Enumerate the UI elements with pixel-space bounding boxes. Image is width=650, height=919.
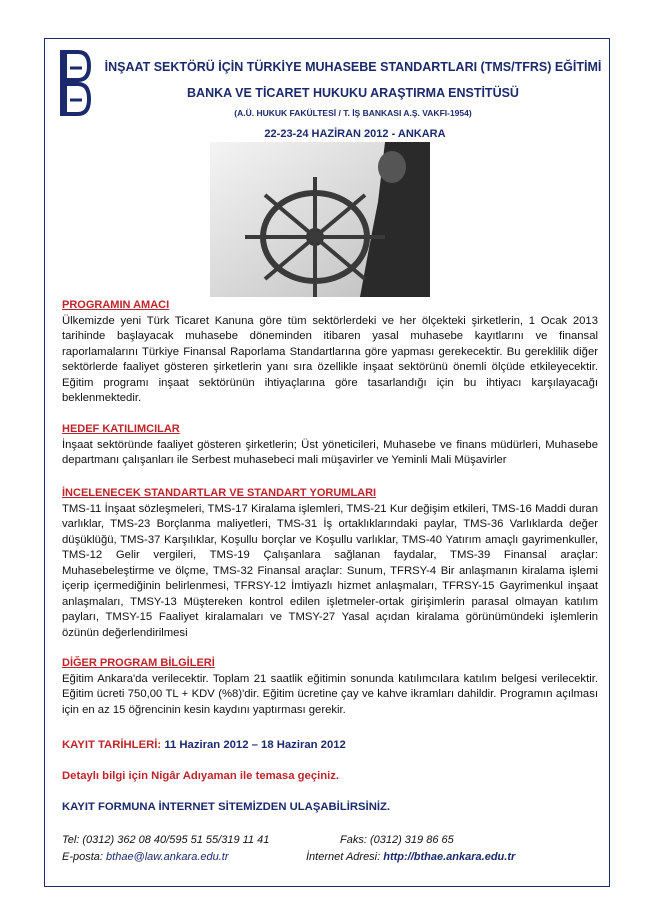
registration-form-note: KAYIT FORMUNA İNTERNET SİTEMİZDEN ULAŞABİLİRSİNİZ. [62,801,391,813]
section-heading: PROGRAMIN AMACI [62,299,170,311]
registration-dates [62,738,598,754]
section-amac [62,298,598,407]
fax-number: Faks: (0312) 319 86 65 [340,834,454,846]
section-standartlar [62,486,598,641]
contact-person-note: Detaylı bilgi için Nigâr Adıyaman ile temasa geçiniz. [62,770,340,782]
email-link[interactable]: bthae@law.ankara.edu.tr [106,851,229,863]
website-line [306,851,515,863]
section-heading: İNCELENECEK STANDARTLAR VE STANDART YORUMLARI [62,487,377,499]
email-label: E-posta: [62,851,103,863]
institute-affiliation: (A.Ü. HUKUK FAKÜLTESİ / T. İŞ BANKASI A.Ş. VAKFI-1954) [234,108,472,118]
section-text: Eğitim Ankara'da verilecektir. Toplam 21 saatlik eğitimin sonunda katılımcılara katılım belgesi verilecektir. Eğitim ücreti 750,00 TL + KDV (%8)'dir. Eğitim ücretine çay ve kahve ikramları dahildir. Programın açılması için en az 15 öğrencinin kesin kaydını yaptırması gerekir. [62,672,598,716]
event-date: 22-23-24 HAZİRAN 2012 - ANKARA [264,128,446,140]
section-text: TMS-11 İnşaat sözleşmeleri, TMS-17 Kiralama işlemleri, TMS-21 Kur değişim etkileri, TMS-16 Maddi duran varlıklar, TMS-23 Borçlanma maliyetleri, TMS-31 İş ortaklıklarındaki paylar, TMS-36 Varlıklarda değer düşüklüğü, TMS-37 Karşılıklar, Koşullu borçlar ve Koşullu varlıklar, TMS-40 Yatırım amaçlı gayrimenkuller, TMS-12 Gelir vergileri, TMS-19 Çalışanlara sağlanan faydalar, TMS-39 Finansal araçlar: Muhasebeleştirme ve ölçme, TMS-32 Finansal araçlar: Sunum, TFRSY-4 Bir anlaşmanın kiralama işlemi içerip içermediğinin belirlenmesi, TFRSY-12 İmtiyazlı hizmet anlaşmaları, TFRSY-15 Gayrimenkul inşaat anlaşmaları, TMSY-13 Müştereken kontrol edilen işletmeler-ortak girişimlerin parasal olmayan katılım payları, TMSY-15 Faaliyet kiralamaları ve TMSY-27 Yasal açıdan kiralama görünümündeki işlemlerin özünün değerlendirilmesi [62,502,598,639]
section-text: Ülkemizde yeni Türk Ticaret Kanuna göre tüm sektörlerdeki ve her ölçekteki şirketlerin, 1 Ocak 2013 tarihinde başlayacak muhasebe döneminden itibaren yasal muhasebe kayıtlarını ve finansal raporlamalarını Türkiye Finansal Raporlama Standartlarına göre yapması gerekecektir. Bu gereklilik diğer sektörlerde faaliyet gösteren şirketlerin yanı sıra özellikle inşaat sektörünü önemli ölçüde etkileyecektir. Eğitim programı inşaat sektörünün ihtiyaçlarına göre tasarlandığı için bu ihtiyacı karşılayacağı beklenmektedir. [62,314,598,404]
section-hedef [62,422,598,469]
ship-wheel-photo [210,142,430,297]
section-text: İnşaat sektöründe faaliyet gösteren şirketlerin; Üst yöneticileri, Muhasebe ve finans müdürleri, Muhasebe departmanı çalışanları ile Serbest muhasebeci mali müşavirler ve Yeminli Mali Müşavirler [62,438,598,466]
phone-number: Tel: (0312) 362 08 40/595 51 55/319 11 41 [62,834,270,846]
registration-label: KAYIT TARİHLERİ: [62,739,162,751]
website-link[interactable]: http://bthae.ankara.edu.tr [383,851,516,863]
section-heading: DİĞER PROGRAM BİLGİLERİ [62,657,215,669]
institute-name: BANKA VE TİCARET HUKUKU ARAŞTIRMA ENSTİTÜSÜ [187,86,519,100]
website-label: İnternet Adresi: [306,851,381,863]
institute-logo [58,48,92,118]
program-title: İNŞAAT SEKTÖRÜ İÇİN TÜRKİYE MUHASEBE STANDARTLARI (TMS/TFRS) EĞİTİMİ [104,60,602,74]
section-diger [62,656,598,718]
registration-dates-value: 11 Haziran 2012 – 18 Haziran 2012 [164,739,346,751]
section-heading: HEDEF KATILIMCILAR [62,423,180,435]
email-line [62,851,229,863]
